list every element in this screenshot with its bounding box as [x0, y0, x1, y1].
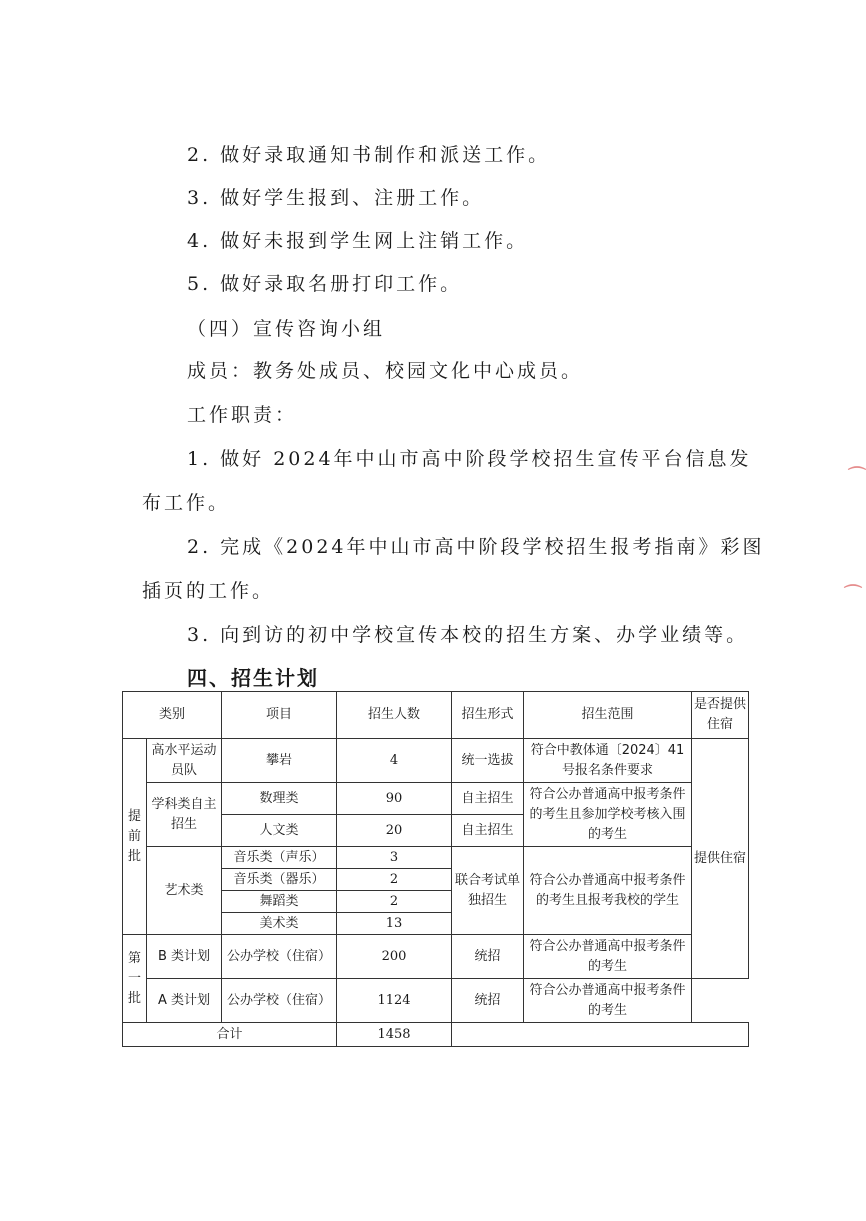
header-form: 招生形式	[452, 692, 524, 739]
scope-cell: 符合公办普通高中报考条件的考生	[524, 935, 692, 979]
category-cell: 艺术类	[147, 847, 222, 935]
form-cell: 统招	[452, 979, 524, 1023]
count-cell: 1124	[337, 979, 452, 1023]
paragraph: 布工作。	[142, 492, 231, 514]
item-cell: 音乐类（声乐）	[222, 847, 337, 869]
paragraph: 1. 做好 2024年中山市高中阶段学校招生宣传平台信息发	[187, 448, 752, 470]
item-cell: 公办学校（住宿）	[222, 979, 337, 1023]
header-count: 招生人数	[337, 692, 452, 739]
count-cell: 200	[337, 935, 452, 979]
count-cell: 2	[337, 891, 452, 913]
subsection-title: （四）宣传咨询小组	[187, 318, 386, 340]
table-row	[123, 783, 749, 815]
batch-first-cell: 第一批	[123, 935, 147, 1023]
seal-fragment: ⌒	[848, 466, 866, 487]
enrollment-plan-table	[122, 691, 749, 1047]
seal-fragment: ⌒	[844, 584, 862, 605]
category-cell: 高水平运动员队	[147, 739, 222, 783]
paragraph: 3. 向到访的初中学校宣传本校的招生方案、办学业绩等。	[187, 624, 749, 646]
item-cell: 数理类	[222, 783, 337, 815]
header-scope: 招生范围	[524, 692, 692, 739]
item-cell: 人文类	[222, 815, 337, 847]
count-cell: 90	[337, 783, 452, 815]
table-row	[123, 979, 749, 1023]
item-cell: 美术类	[222, 913, 337, 935]
paragraph: 3. 做好学生报到、注册工作。	[187, 187, 485, 209]
paragraph: 成员：教务处成员、校园文化中心成员。	[187, 360, 584, 382]
header-category: 类别	[123, 692, 222, 739]
paragraph: 5. 做好录取名册打印工作。	[187, 273, 463, 295]
item-cell: 舞蹈类	[222, 891, 337, 913]
table-row	[123, 739, 749, 783]
count-cell: 20	[337, 815, 452, 847]
item-cell: 公办学校（住宿）	[222, 935, 337, 979]
paragraph: 工作职责：	[187, 404, 298, 426]
category-cell: B 类计划	[147, 935, 222, 979]
item-cell: 音乐类（器乐）	[222, 869, 337, 891]
table-header-row	[123, 692, 749, 739]
scope-cell: 符合公办普通高中报考条件的考生且参加学校考核入围的考生	[524, 783, 692, 847]
count-cell: 2	[337, 869, 452, 891]
table-row	[123, 935, 749, 979]
total-row	[123, 1023, 749, 1047]
paragraph: 2. 做好录取通知书制作和派送工作。	[187, 144, 551, 166]
category-cell: A 类计划	[147, 979, 222, 1023]
table-row	[123, 847, 749, 869]
total-label: 合计	[123, 1023, 337, 1047]
accommodation-cell: 提供住宿	[692, 739, 749, 979]
count-cell: 3	[337, 847, 452, 869]
category-cell: 学科类自主招生	[147, 783, 222, 847]
total-value: 1458	[337, 1023, 452, 1047]
scope-cell: 符合公办普通高中报考条件的考生且报考我校的学生	[524, 847, 692, 935]
item-cell: 攀岩	[222, 739, 337, 783]
scope-cell: 符合公办普通高中报考条件的考生	[524, 979, 692, 1023]
header-accommodation: 是否提供住宿	[692, 692, 749, 739]
form-cell: 联合考试单独招生	[452, 847, 524, 935]
form-cell: 自主招生	[452, 783, 524, 815]
scope-cell: 符合中教体通〔2024〕41 号报名条件要求	[524, 739, 692, 783]
total-empty-cell	[452, 1023, 749, 1047]
count-cell: 13	[337, 913, 452, 935]
paragraph: 插页的工作。	[142, 580, 275, 602]
batch-early-cell: 提前批	[123, 739, 147, 935]
form-cell: 自主招生	[452, 815, 524, 847]
paragraph: 4. 做好未报到学生网上注销工作。	[187, 230, 529, 252]
header-item: 项目	[222, 692, 337, 739]
form-cell: 统一选拔	[452, 739, 524, 783]
count-cell: 4	[337, 739, 452, 783]
form-cell: 统招	[452, 935, 524, 979]
section-title: 四、招生计划	[187, 666, 319, 690]
paragraph: 2. 完成《2024年中山市高中阶段学校招生报考指南》彩图	[187, 536, 765, 558]
